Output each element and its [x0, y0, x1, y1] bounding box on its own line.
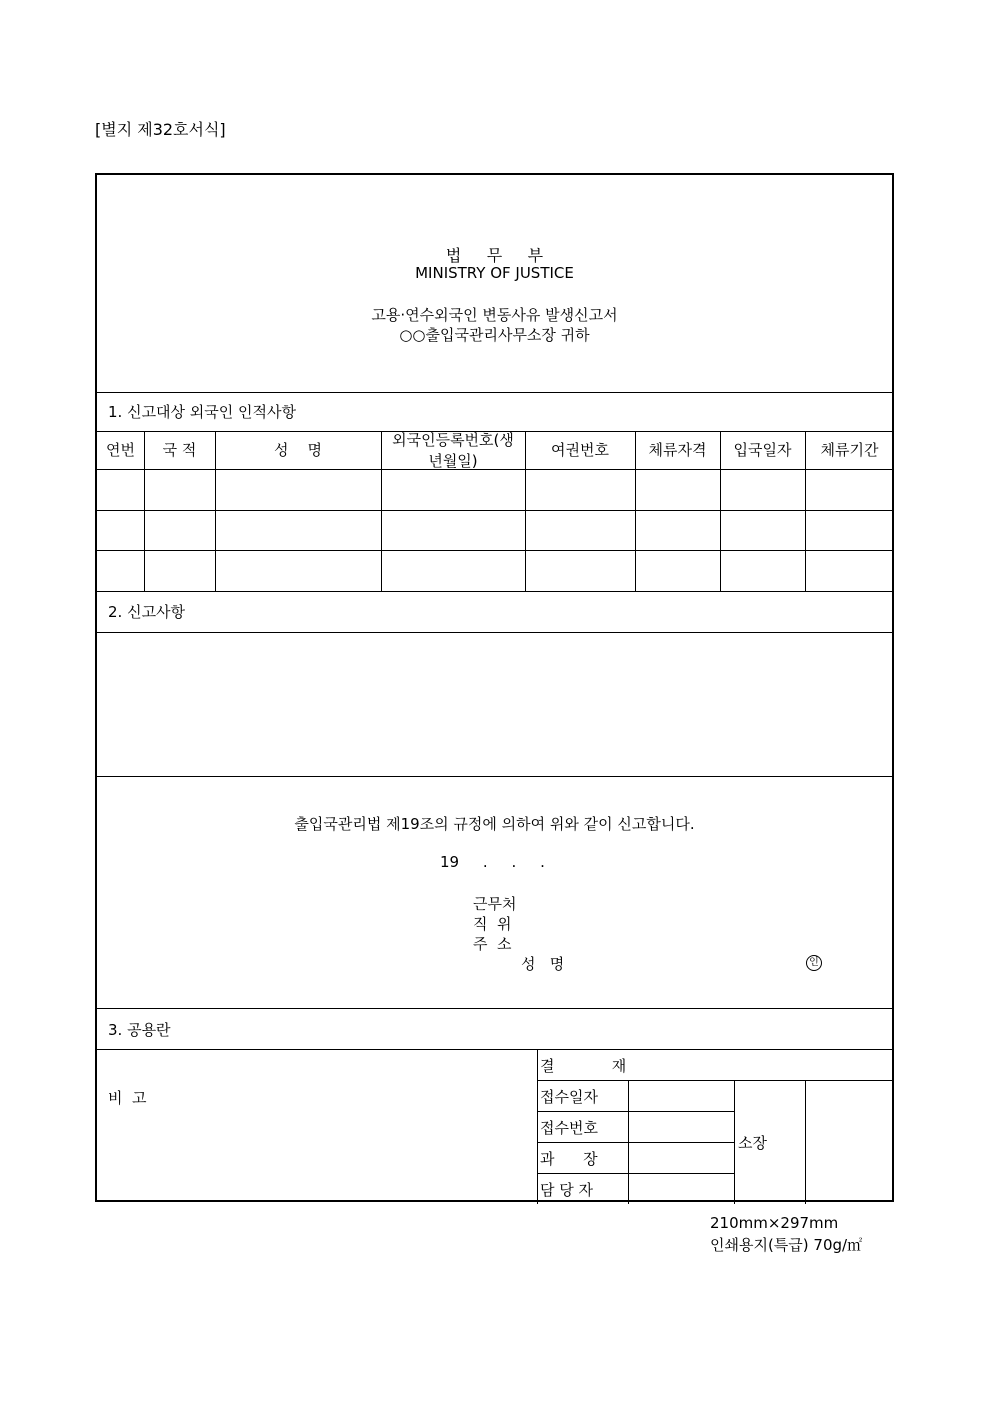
form-frame	[95, 173, 894, 1202]
grid-line	[537, 1173, 734, 1174]
col-header-name: 성 명	[273, 441, 323, 459]
grid-line	[537, 1049, 538, 1204]
col-header-registration-no-2: 년월일)	[428, 452, 478, 470]
col-header-status: 체류자격	[648, 441, 707, 459]
name-label: 성 명	[521, 955, 565, 973]
col-header-registration-no: 외국인등록번호(생	[392, 431, 514, 449]
divider	[97, 1008, 892, 1009]
workplace-label: 근무처	[473, 895, 517, 913]
declaration-date: 19 . . .	[440, 853, 545, 871]
col-header-stay-period: 체류기간	[820, 441, 879, 459]
col-header-nationality: 국 적	[162, 441, 197, 459]
grid-line	[537, 1111, 734, 1112]
grid-line	[734, 1080, 735, 1204]
receipt-number-label: 접수번호	[540, 1119, 598, 1137]
grid-line	[537, 1142, 734, 1143]
form-addressee: ○○출입국관리사무소장 귀하	[399, 326, 590, 344]
col-header-serial: 연번	[106, 441, 135, 459]
section2-title: 2. 신고사항	[108, 603, 186, 621]
remarks-label: 비 고	[108, 1089, 147, 1107]
declaration-statement: 출입국관리법 제19조의 규정에 의하여 위와 같이 신고합니다.	[294, 815, 695, 833]
divider	[97, 776, 892, 777]
table-row-line	[97, 510, 892, 511]
ministry-english: MINISTRY OF JUSTICE	[415, 264, 574, 282]
officer-label: 담 당 자	[540, 1181, 594, 1199]
section1-title: 1. 신고대상 외국인 인적사항	[108, 403, 297, 421]
grid-line	[537, 1080, 892, 1081]
receipt-date-label: 접수일자	[540, 1088, 598, 1106]
col-header-passport-no: 여권번호	[551, 441, 609, 459]
ministry-korean: 법 무 부	[445, 246, 544, 265]
section-chief-label: 과 장	[540, 1150, 598, 1168]
divider	[97, 632, 892, 633]
divider	[97, 591, 892, 592]
section3-title: 3. 공용란	[108, 1021, 171, 1039]
form-title: 고용·연수외국인 변동사유 발생신고서	[371, 306, 618, 324]
seal-mark: 인	[806, 955, 822, 971]
divider	[97, 1049, 892, 1050]
form-number-label: [별지 제32호서식]	[95, 120, 226, 139]
paper-spec: 인쇄용지(특급) 70g/㎡	[710, 1236, 863, 1254]
col-header-entry-date: 입국일자	[733, 441, 792, 459]
address-label: 주 소	[473, 935, 512, 953]
divider	[97, 392, 892, 393]
approval-label: 결 재	[540, 1057, 627, 1075]
grid-line	[805, 1080, 806, 1204]
paper-size: 210mm×297mm	[710, 1214, 839, 1232]
director-label: 소장	[738, 1134, 767, 1152]
table-row-line	[97, 469, 892, 470]
table-row-line	[97, 550, 892, 551]
position-label: 직 위	[473, 915, 512, 933]
